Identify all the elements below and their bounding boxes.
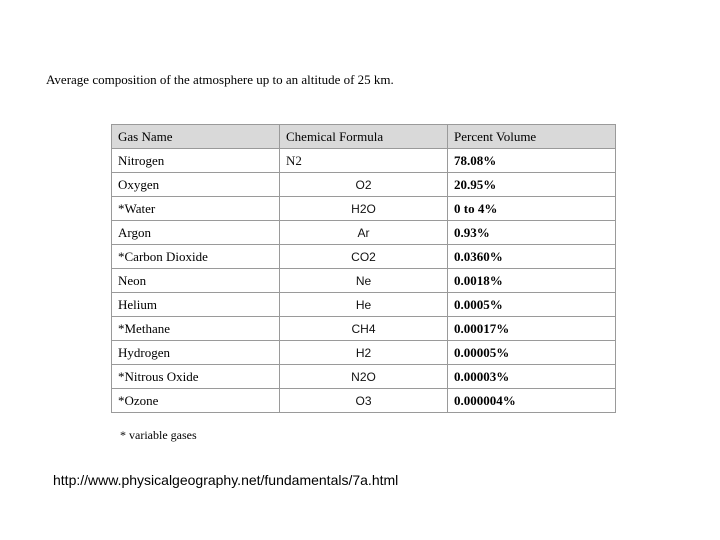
percent-cell: 0.000004% xyxy=(448,389,616,413)
percent-cell: 0.0018% xyxy=(448,269,616,293)
percent-cell: 0.00003% xyxy=(448,365,616,389)
formula-cell: CO2 xyxy=(280,245,448,269)
formula-cell: H2O xyxy=(280,197,448,221)
gas-name-cell: *Water xyxy=(112,197,280,221)
percent-cell: 0.00005% xyxy=(448,341,616,365)
gas-name-cell: *Carbon Dioxide xyxy=(112,245,280,269)
header-chemical-formula: Chemical Formula xyxy=(280,125,448,149)
percent-cell: 0.93% xyxy=(448,221,616,245)
percent-cell: 0.0005% xyxy=(448,293,616,317)
formula-cell: Ar xyxy=(280,221,448,245)
source-url: http://www.physicalgeography.net/fundamentals/7a.html xyxy=(53,472,399,488)
gas-name-cell: *Nitrous Oxide xyxy=(112,365,280,389)
table-row xyxy=(112,197,616,221)
gas-name-cell: Neon xyxy=(112,269,280,293)
header-gas-name: Gas Name xyxy=(112,125,280,149)
percent-cell: 0.00017% xyxy=(448,317,616,341)
table-header-row xyxy=(112,125,616,149)
formula-cell: N2O xyxy=(280,365,448,389)
gas-name-cell: Argon xyxy=(112,221,280,245)
percent-cell: 0.0360% xyxy=(448,245,616,269)
formula-cell: He xyxy=(280,293,448,317)
table-row xyxy=(112,221,616,245)
formula-cell: O3 xyxy=(280,389,448,413)
gas-name-cell: *Ozone xyxy=(112,389,280,413)
gas-name-cell: Oxygen xyxy=(112,173,280,197)
gas-name-cell: Nitrogen xyxy=(112,149,280,173)
table-row xyxy=(112,293,616,317)
table-row xyxy=(112,317,616,341)
table-row xyxy=(112,173,616,197)
formula-cell: O2 xyxy=(280,173,448,197)
table-row xyxy=(112,341,616,365)
gas-name-cell: *Methane xyxy=(112,317,280,341)
variable-gases-footnote: * variable gases xyxy=(120,428,197,442)
formula-cell: Ne xyxy=(280,269,448,293)
table-caption: Average composition of the atmosphere up to an altitude of 25 km. xyxy=(46,72,394,87)
table-row xyxy=(112,149,616,173)
formula-cell: N2 xyxy=(280,149,448,173)
formula-cell: CH4 xyxy=(280,317,448,341)
formula-cell: H2 xyxy=(280,341,448,365)
gas-name-cell: Helium xyxy=(112,293,280,317)
table-row xyxy=(112,365,616,389)
percent-cell: 20.95% xyxy=(448,173,616,197)
header-percent-volume: Percent Volume xyxy=(448,125,616,149)
table-row xyxy=(112,245,616,269)
table-row xyxy=(112,269,616,293)
table-row xyxy=(112,389,616,413)
gas-name-cell: Hydrogen xyxy=(112,341,280,365)
atmosphere-composition-table xyxy=(111,124,616,413)
percent-cell: 78.08% xyxy=(448,149,616,173)
percent-cell: 0 to 4% xyxy=(448,197,616,221)
